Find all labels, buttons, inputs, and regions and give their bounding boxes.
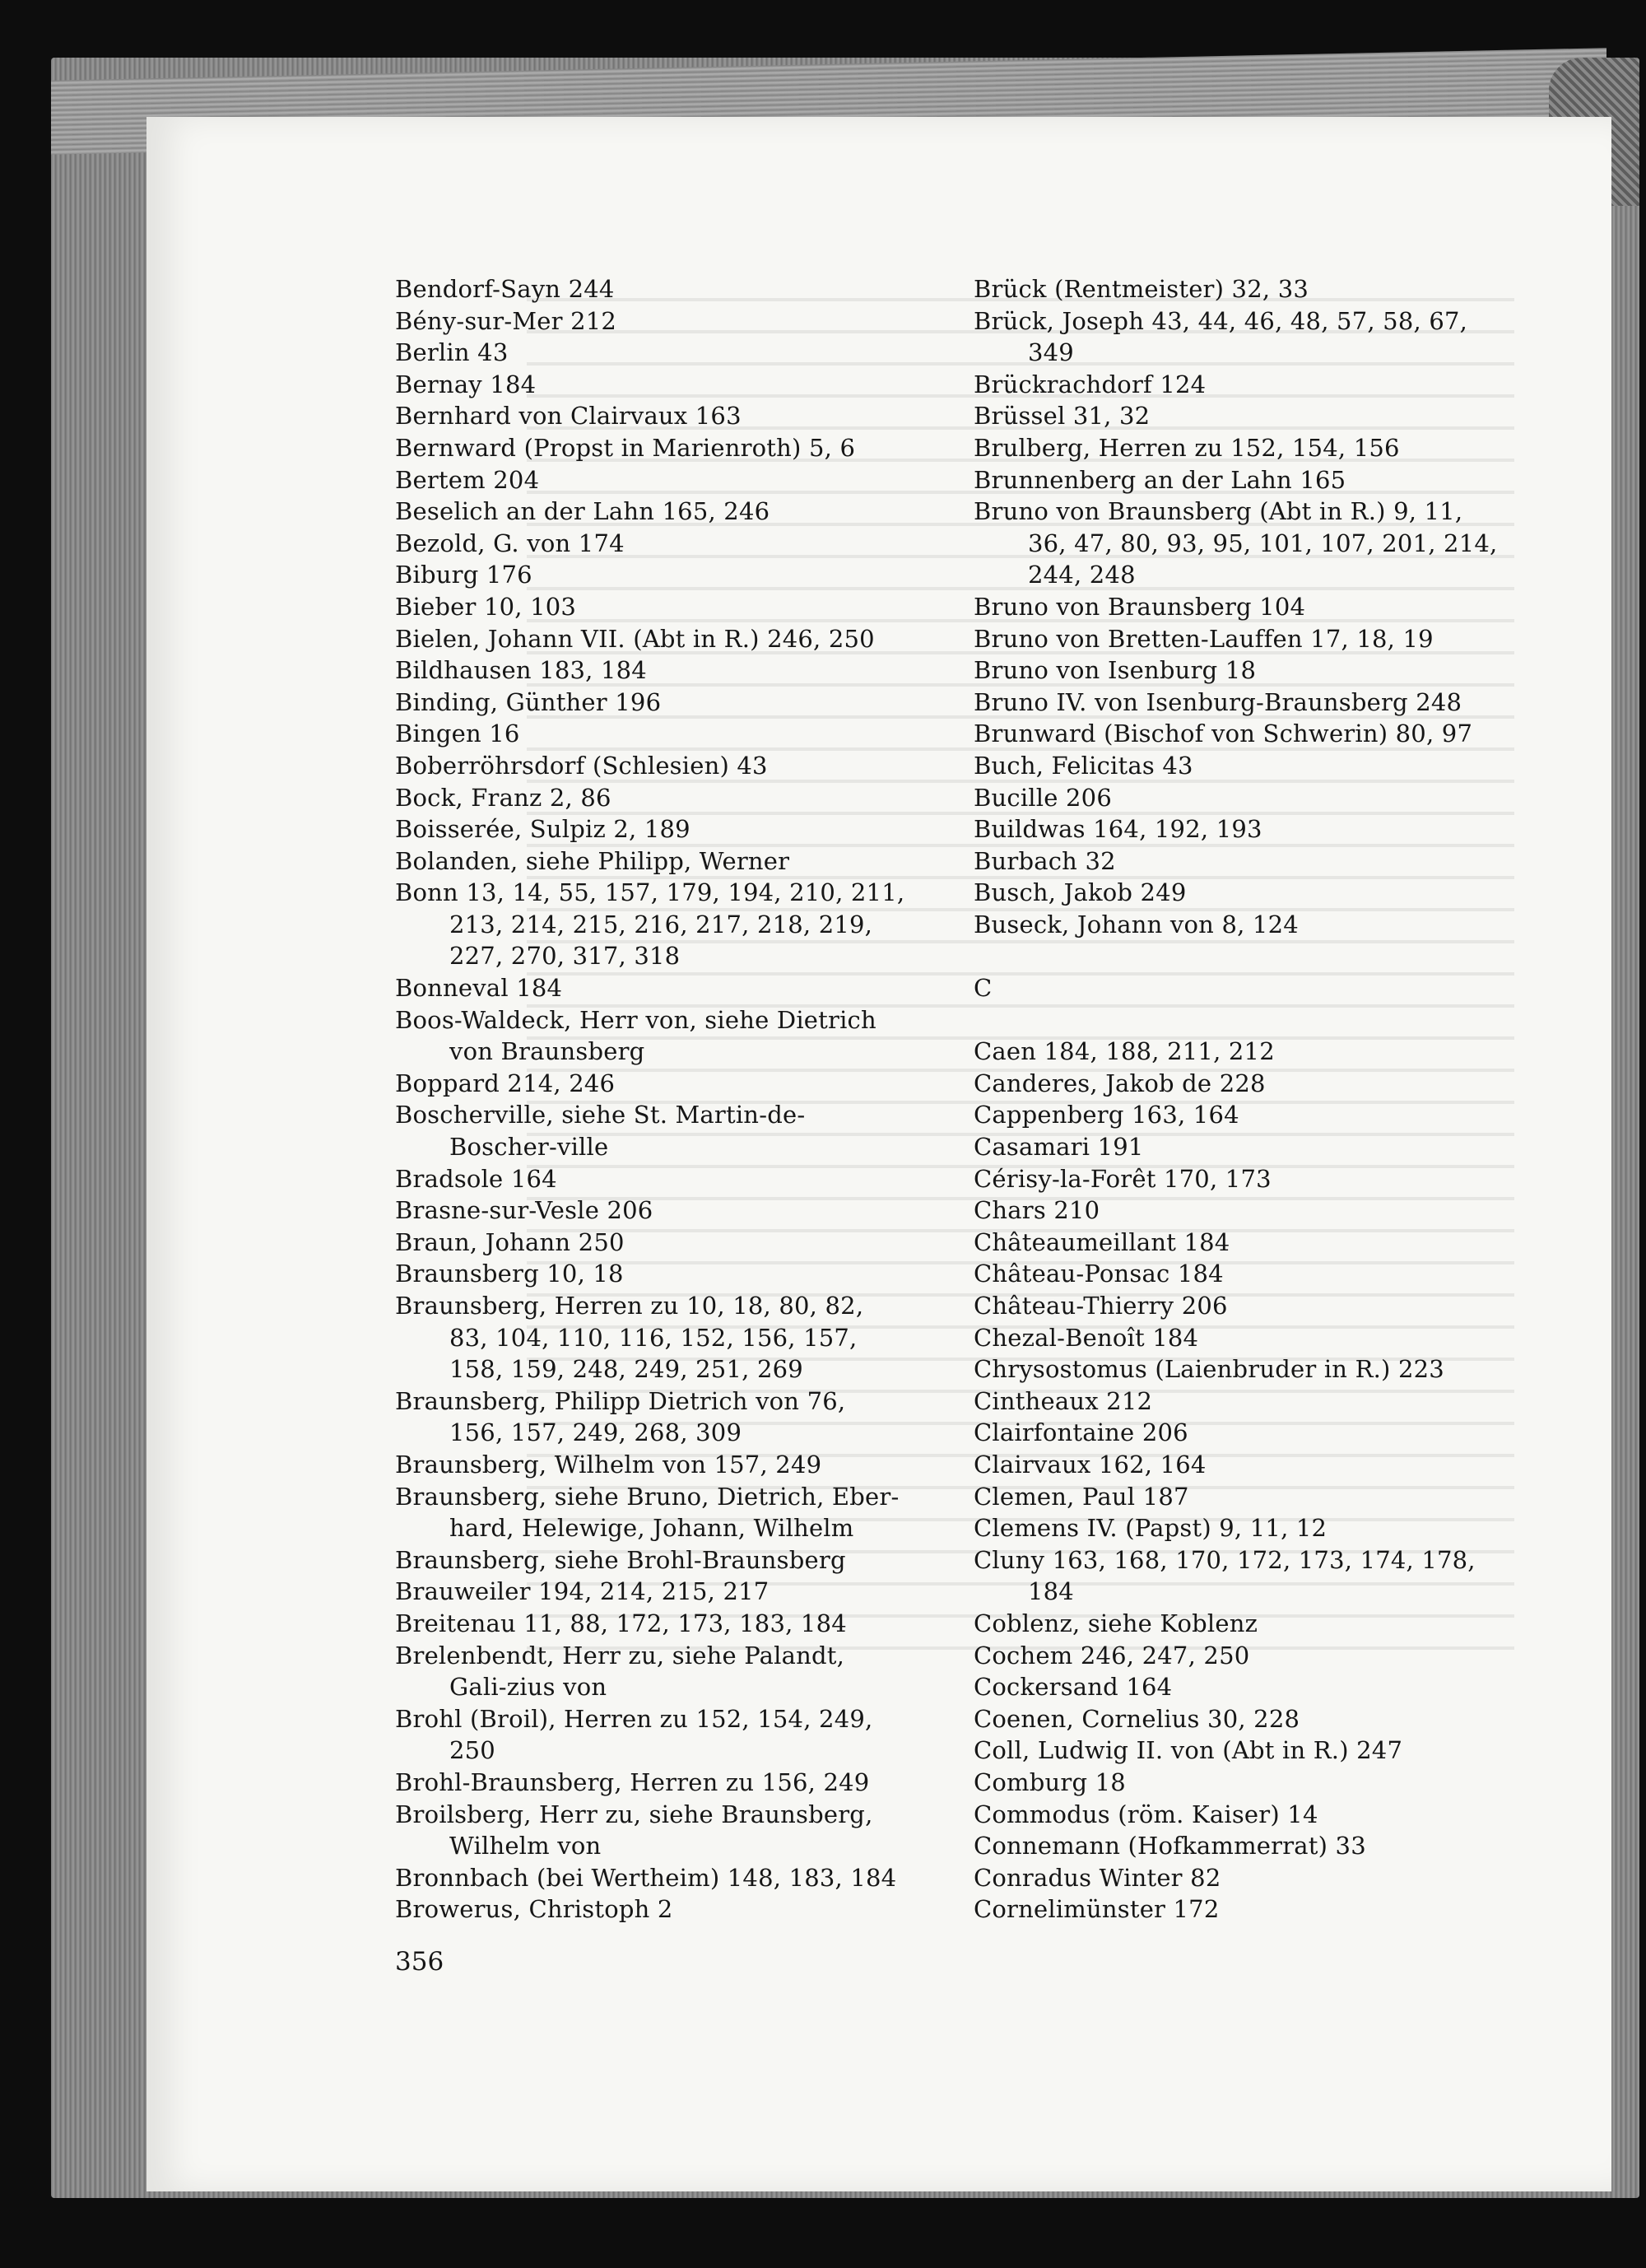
index-entry: Château-Ponsac 184 — [974, 1260, 1224, 1288]
index-entry: Boberröhrsdorf (Schlesien) 43 — [395, 751, 768, 780]
index-entry: Braunsberg, Philipp Dietrich von 76, 156, 157, 249, 268, 309 — [395, 1386, 846, 1447]
index-entry: Cintheaux 212 — [974, 1386, 1153, 1415]
index-entry: Connemann (Hofkammerrat) 33 — [974, 1832, 1366, 1861]
index-entry: Braun, Johann 250 — [395, 1227, 625, 1256]
index-entry: Châteaumeillant 184 — [974, 1227, 1230, 1256]
index-entry: Bronnbach (bei Wertheim) 148, 183, 184 — [395, 1863, 897, 1892]
index-entry: Clemens IV. (Papst) 9, 11, 12 — [974, 1514, 1327, 1543]
index-entry: Bielen, Johann VII. (Abt in R.) 246, 250 — [395, 624, 875, 653]
index-entry: Coblenz, siehe Koblenz — [974, 1609, 1258, 1637]
index-entry: Brelenbendt, Herr zu, siehe Palandt, Gali-zius von — [395, 1641, 845, 1702]
index-entry: Brunnenberg an der Lahn 165 — [974, 465, 1346, 494]
index-entry: Clemen, Paul 187 — [974, 1482, 1189, 1511]
index-entry: Bezold, G. von 174 — [395, 529, 625, 557]
index-entry: Boscherville, siehe St. Martin-de-Boscher-ville — [395, 1101, 806, 1162]
index-entry: Brunward (Bischof von Schwerin) 80, 97 — [974, 720, 1473, 748]
index-entry: Bernward (Propst in Marienroth) 5, 6 — [395, 433, 856, 462]
index-entry: Braunsberg, siehe Bruno, Dietrich, Eber-hard, Helewige, Johann, Wilhelm — [395, 1482, 900, 1543]
index-entry: Braunsberg, Herren zu 10, 18, 80, 82, 83, 104, 110, 116, 152, 156, 157, 158, 159, 248, 249, 251, 269 — [395, 1292, 864, 1384]
index-entry: Broilsberg, Herr zu, siehe Braunsberg, Wilhelm von — [395, 1800, 873, 1861]
index-entry: Bonneval 184 — [395, 974, 563, 1003]
index-entry: Canderes, Jakob de 228 — [974, 1069, 1266, 1097]
index-entry: Bruno von Braunsberg 104 — [974, 592, 1306, 621]
index-entry: Bock, Franz 2, 86 — [395, 783, 611, 812]
index-entry: Brück, Joseph 43, 44, 46, 48, 57, 58, 67, 349 — [974, 306, 1468, 367]
index-entry: Boos-Waldeck, Herr von, siehe Dietrich von Braunsberg — [395, 1005, 876, 1066]
index-entry: Bonn 13, 14, 55, 157, 179, 194, 210, 211, 213, 214, 215, 216, 217, 218, 219, 227, 270, 317, 318 — [395, 878, 905, 971]
index-entry: Bendorf-Sayn 244 — [395, 275, 615, 303]
section-letter-c: C — [974, 974, 993, 1003]
index-entry: Coenen, Cornelius 30, 228 — [974, 1704, 1300, 1733]
index-entry: Beselich an der Lahn 165, 246 — [395, 497, 770, 526]
index-entry: Casamari 191 — [974, 1133, 1144, 1162]
index-entry: Brück (Rentmeister) 32, 33 — [974, 275, 1309, 303]
index-entry: Busch, Jakob 249 — [974, 878, 1187, 907]
index-entry: Bruno IV. von Isenburg-Braunsberg 248 — [974, 687, 1462, 716]
index-entry: Bernhard von Clairvaux 163 — [395, 402, 742, 431]
index-entry: Bény-sur-Mer 212 — [395, 306, 617, 335]
index-entry: Chrysostomus (Laienbruder in R.) 223 — [974, 1355, 1444, 1384]
index-entry: Conradus Winter 82 — [974, 1863, 1221, 1892]
index-column-right — [974, 273, 1500, 1926]
index-entry: Brohl-Braunsberg, Herren zu 156, 249 — [395, 1767, 870, 1796]
index-column-left — [395, 273, 905, 1926]
index-entry: Clairvaux 162, 164 — [974, 1450, 1207, 1479]
index-entry: Caen 184, 188, 211, 212 — [974, 1037, 1275, 1066]
index-entry: Browerus, Christoph 2 — [395, 1895, 673, 1924]
index-entry: Bertem 204 — [395, 465, 540, 494]
index-entry: Binding, Günther 196 — [395, 687, 662, 716]
index-entry: Cluny 163, 168, 170, 172, 173, 174, 178, 184 — [974, 1545, 1476, 1606]
index-entry: Buch, Felicitas 43 — [974, 751, 1193, 780]
index-entry: Chezal-Benoît 184 — [974, 1323, 1199, 1352]
index-entry: Chars 210 — [974, 1196, 1100, 1225]
index-entry: Cappenberg 163, 164 — [974, 1101, 1239, 1129]
index-entry: Boppard 214, 246 — [395, 1069, 616, 1097]
index-entry: Boisserée, Sulpiz 2, 189 — [395, 815, 690, 844]
section-spacer — [974, 1004, 1500, 1036]
index-entry: Bucille 206 — [974, 783, 1112, 812]
index-entry: Commodus (röm. Kaiser) 14 — [974, 1800, 1318, 1828]
index-entry: Buseck, Johann von 8, 124 — [974, 910, 1299, 938]
index-entry: Brauweiler 194, 214, 215, 217 — [395, 1577, 770, 1606]
index-entry: Bieber 10, 103 — [395, 592, 577, 621]
index-entry: Braunsberg, Wilhelm von 157, 249 — [395, 1450, 822, 1479]
index-entry: Bruno von Isenburg 18 — [974, 656, 1257, 685]
index-entry: Bingen 16 — [395, 720, 520, 748]
index-entry: Bradsole 164 — [395, 1164, 557, 1193]
index-entry: Bruno von Bretten-Lauffen 17, 18, 19 — [974, 624, 1434, 653]
index-entry: Château-Thierry 206 — [974, 1292, 1228, 1320]
index-entry: Bruno von Braunsberg (Abt in R.) 9, 11, 36, 47, 80, 93, 95, 101, 107, 201, 214, 244, 248 — [974, 497, 1498, 589]
index-entry: Bolanden, siehe Philipp, Werner — [395, 846, 790, 875]
index-entry: Braunsberg, siehe Brohl-Braunsberg — [395, 1545, 846, 1574]
index-entry: Bildhausen 183, 184 — [395, 656, 647, 685]
index-entry: Clairfontaine 206 — [974, 1418, 1188, 1447]
index-entry: Brohl (Broil), Herren zu 152, 154, 249, 250 — [395, 1704, 873, 1765]
index-entry: Cérisy-la-Forêt 170, 173 — [974, 1164, 1272, 1193]
section-spacer — [974, 940, 1500, 972]
index-entry: Comburg 18 — [974, 1767, 1126, 1796]
index-entry: Braunsberg 10, 18 — [395, 1260, 624, 1288]
index-entry: Berlin 43 — [395, 338, 509, 367]
index-entry: Biburg 176 — [395, 561, 532, 589]
index-entry: Coll, Ludwig II. von (Abt in R.) 247 — [974, 1736, 1403, 1765]
index-entry: Breitenau 11, 88, 172, 173, 183, 184 — [395, 1609, 847, 1637]
index-entry: Bernay 184 — [395, 370, 537, 398]
index-entry: Burbach 32 — [974, 846, 1116, 875]
page-number: 356 — [395, 1947, 444, 1977]
index-entry: Cockersand 164 — [974, 1673, 1173, 1702]
index-entry: Brasne-sur-Vesle 206 — [395, 1196, 653, 1225]
index-entry: Brückrachdorf 124 — [974, 370, 1207, 398]
index-entry: Cornelimünster 172 — [974, 1895, 1220, 1924]
index-entry: Cochem 246, 247, 250 — [974, 1641, 1250, 1670]
index-entry: Buildwas 164, 192, 193 — [974, 815, 1262, 844]
index-entry: Brüssel 31, 32 — [974, 402, 1151, 431]
index-entry: Brulberg, Herren zu 152, 154, 156 — [974, 433, 1400, 462]
